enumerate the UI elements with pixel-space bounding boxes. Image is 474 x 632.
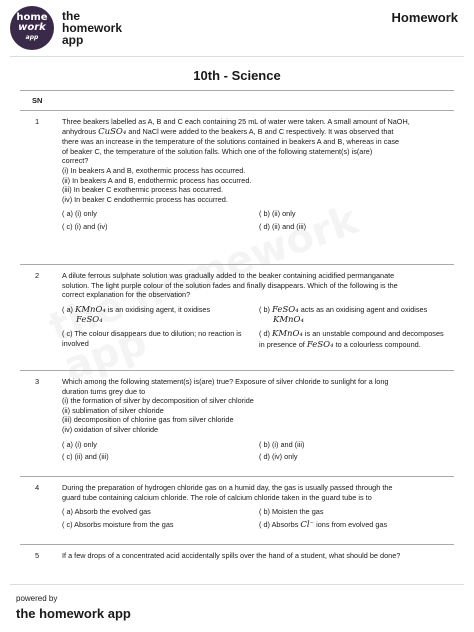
footer-powered-by: powered by (16, 594, 58, 603)
formula: KMnO₄ (74, 304, 106, 315)
brand-line-1: the (62, 9, 80, 23)
options (62, 305, 450, 350)
question-line: correct? (62, 156, 89, 166)
option-text: acts as an oxidising agent and oxidises (300, 304, 428, 314)
formula: FeSO₄ (271, 304, 299, 315)
question-line: correct explanation for the observation? (62, 290, 191, 300)
option-label: ( b) (259, 304, 270, 314)
sn-column-header: SN (32, 96, 43, 105)
options (62, 209, 450, 231)
table-row (20, 477, 454, 545)
question-body (62, 117, 450, 232)
question-line (62, 127, 450, 138)
header-title: Homework (391, 10, 458, 25)
option-label: ( d) (259, 328, 270, 338)
option-b[interactable] (259, 305, 450, 326)
question-table (20, 90, 454, 585)
question-line: (i) In beakers A and B, exothermic process has occurred. (62, 165, 246, 175)
option-a[interactable]: ( a) (i) only (62, 209, 97, 219)
question-body (62, 551, 450, 561)
question-number: 4 (35, 483, 40, 492)
question-text (62, 117, 450, 204)
question-number: 1 (35, 117, 40, 126)
logo-line-2: work (18, 22, 46, 33)
formula: KMnO₄ (273, 315, 304, 326)
brand-name (62, 10, 122, 46)
option-a[interactable]: ( a) (i) only (62, 439, 97, 449)
question-line: duration turns grey due to (62, 386, 146, 396)
option-d[interactable]: ( d) (iv) only (259, 452, 298, 462)
question-number: 3 (35, 377, 40, 386)
option-d[interactable] (259, 520, 450, 531)
logo-line-1: home (16, 12, 48, 23)
question-text (62, 483, 450, 502)
question-text (62, 377, 450, 435)
question-fragment: anhydrous (62, 126, 97, 136)
formula: Cl⁻ (300, 519, 315, 530)
option-text: ( d) Absorbs (259, 519, 299, 529)
question-line: (iv) oxidation of silver chloride (62, 424, 159, 434)
question-body (62, 271, 450, 350)
formula: CuSO₄ (98, 126, 127, 137)
option-text: is an oxidising agent, it oxidises (107, 304, 211, 314)
option-c[interactable]: ( c) Absorbs moisture from the gas (62, 519, 174, 529)
table-row (20, 111, 454, 265)
question-body (62, 483, 450, 530)
footer-brand: the homework app (16, 606, 131, 621)
formula: FeSO₄ (306, 339, 334, 350)
option-c[interactable]: ( c) (i) and (iv) (62, 221, 108, 231)
question-line: Which among the following statement(s) is(are) true? Exposure of silver chloride to sunlight for a long (62, 377, 389, 386)
question-line: (iv) In beaker C endothermic process has occurred. (62, 194, 228, 204)
question-line: (i) the formation of silver by decomposition of silver chloride (62, 396, 254, 406)
footer-divider (10, 584, 464, 585)
brand-line-3: app (62, 33, 84, 47)
question-line: (iii) In beaker C exothermic process has occurred. (62, 185, 223, 195)
question-line: (ii) In beakers A and B, endothermic process has occurred. (62, 175, 252, 185)
option-a[interactable] (62, 305, 253, 326)
question-line: Three beakers labelled as A, B and C each containing 25 mL of water were taken. A small amount of NaOH, (62, 117, 410, 126)
question-line: If a few drops of a concentrated acid accidentally spills over the hand of a student, what should be done? (62, 551, 401, 560)
table-row (20, 371, 454, 477)
table-row (20, 265, 454, 371)
question-line: A dilute ferrous sulphate solution was gradually added to the beaker containing acidified permanganate (62, 271, 395, 280)
option-label: ( a) (62, 304, 73, 314)
question-text (62, 271, 450, 300)
document-title: 10th - Science (193, 68, 281, 83)
formula: KMnO₄ (271, 328, 303, 339)
question-text (62, 551, 450, 561)
question-fragment: and NaCl were added to the beakers A, B and C respectively. It was observed that (128, 126, 394, 136)
options (62, 507, 450, 530)
question-line: (iii) decomposition of chlorine gas from silver chloride (62, 415, 234, 425)
page-header (0, 0, 474, 52)
header-divider (10, 56, 464, 57)
app-logo (10, 6, 54, 50)
options (62, 440, 450, 462)
question-line: solution. The light purple colour of the solution fades and finally disappears. Which of the following is the (62, 280, 398, 290)
question-number: 2 (35, 271, 40, 280)
brand-line-2: homework (62, 21, 123, 35)
question-line: (ii) sublimation of silver chloride (62, 405, 164, 415)
option-c[interactable]: ( c) The colour disappears due to dilution; no reaction is involved (62, 328, 242, 348)
question-line: of beaker C, the temperature of the solution falls. Which one of the following statement(s) is(are) (62, 146, 373, 156)
option-b[interactable]: ( b) (ii) only (259, 209, 296, 219)
table-header (20, 91, 454, 111)
question-line: During the preparation of hydrogen chloride gas on a humid day, the gas is usually passed through the (62, 483, 393, 492)
option-d[interactable] (259, 329, 450, 350)
question-body (62, 377, 450, 462)
question-line: guard tube containing calcium chloride. The role of calcium chloride taken in the guard tube is to (62, 492, 372, 502)
option-b[interactable]: ( b) Moisten the gas (259, 507, 324, 517)
question-line: there was an increase in the temperature of the solutions contained in beakers A and B, whereas in case (62, 137, 400, 147)
logo-line-3: app (25, 34, 39, 41)
option-text: ions from evolved gas (316, 519, 388, 529)
formula: FeSO₄ (76, 315, 103, 326)
option-d[interactable]: ( d) (ii) and (iii) (259, 221, 307, 231)
question-number: 5 (35, 551, 40, 560)
option-a[interactable]: ( a) Absorb the evolved gas (62, 507, 151, 517)
option-text: is an unstable compound and decomposes in presence of (259, 328, 444, 349)
option-c[interactable]: ( c) (ii) and (iii) (62, 452, 109, 462)
option-b[interactable]: ( b) (i) and (iii) (259, 439, 305, 449)
table-row (20, 545, 454, 585)
option-text: to a colourless compound. (335, 339, 421, 349)
